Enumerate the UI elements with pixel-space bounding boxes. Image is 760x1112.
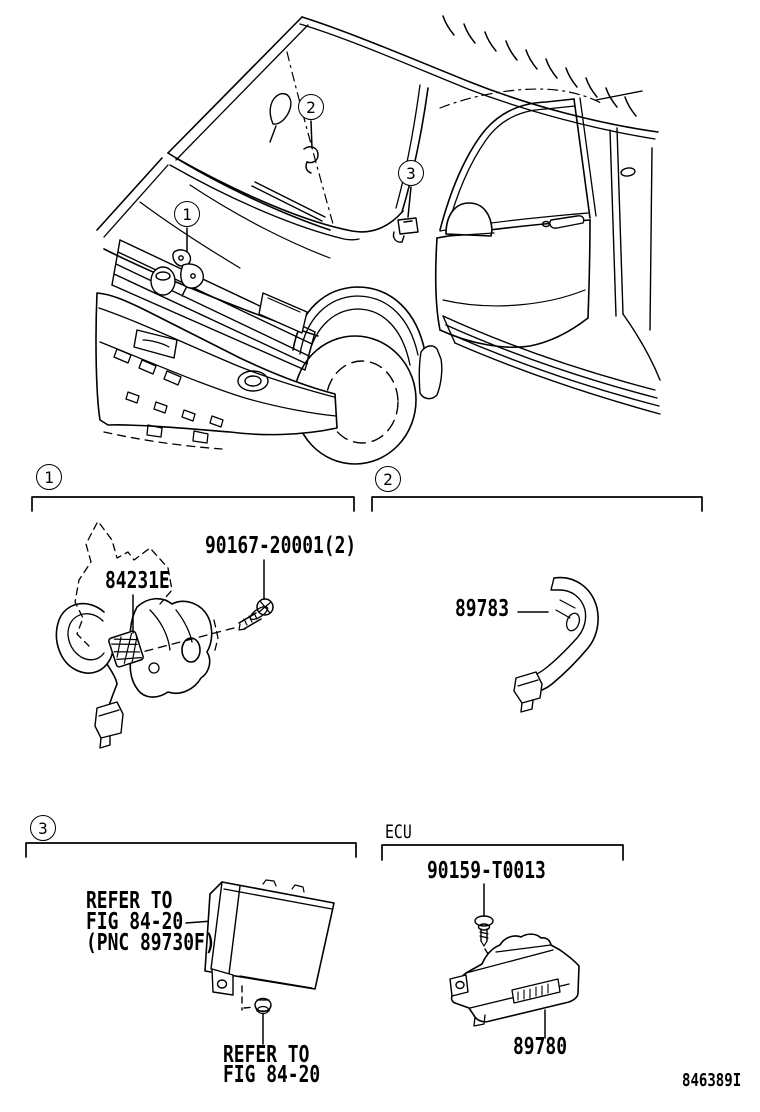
section-2-number: 2: [383, 469, 393, 489]
section-3-number: 3: [38, 818, 48, 838]
part-number-90159: 90159-T0013: [427, 858, 546, 884]
hood-lock-target: [173, 250, 203, 296]
callout-3-badge: [398, 160, 424, 186]
callout-2-number: 2: [306, 97, 316, 117]
callout-1-badge: [174, 201, 200, 227]
key-amplifier-drawing: [514, 578, 598, 712]
section-brackets: [26, 497, 702, 860]
roof: [300, 16, 658, 139]
callout-3-number: 3: [406, 163, 416, 183]
refer-note-top-line3: (PNC 89730F): [86, 930, 216, 956]
brand-emblem: [151, 267, 175, 295]
vehicle-illustration: [96, 16, 660, 464]
section-3-badge: [30, 815, 56, 841]
wiring-clip-target: [304, 147, 318, 173]
section-1-bracket: [32, 497, 354, 511]
fender-arch: [293, 287, 442, 399]
door-handle: [543, 216, 584, 228]
refer-note-top-line2: FIG 84-20: [86, 909, 184, 935]
doc-code: 846389I: [682, 1070, 742, 1091]
part-number-84231E: 84231E: [105, 568, 170, 594]
refer-note-bottom-line1: REFER TO: [223, 1042, 310, 1068]
courtesy-switch-body: [108, 630, 144, 667]
section-3-bracket: [26, 843, 356, 857]
windshield: [168, 17, 428, 240]
callout-1-number: 1: [182, 204, 192, 224]
nut-drawing: [255, 999, 271, 1014]
callout-leaders: [187, 121, 411, 252]
headlight: [259, 293, 307, 333]
refer-note-top-line1: REFER TO: [86, 888, 173, 914]
mud-flap: [419, 346, 441, 399]
immobiliser-module-drawing: [450, 884, 579, 1038]
callout-2-badge: [298, 94, 324, 120]
part-number-89783: 89783: [455, 596, 510, 622]
refer-note-bottom: [223, 1042, 321, 1088]
section-1-badge: [36, 464, 62, 490]
section-1-number: 1: [44, 467, 54, 487]
rocker-sill: [443, 316, 660, 414]
amplifier-foot: [514, 672, 542, 712]
cowl-bracket-target: [393, 218, 418, 242]
hood-switch-assembly-drawing: [56, 523, 218, 748]
part-number-89780: 89780: [513, 1034, 568, 1060]
module-mounting-tab: [450, 975, 468, 996]
callout-2-leader: [311, 121, 312, 148]
roof-hatch-marks: [443, 16, 636, 116]
refer-note-top: [86, 888, 216, 956]
part-number-90167: 90167-20001(2): [205, 533, 357, 559]
section-2-bracket: [372, 497, 702, 511]
section-2-badge: [375, 466, 401, 492]
switch-connector: [95, 702, 123, 748]
ecu-label: ECU: [385, 821, 412, 843]
refer-note-bottom-line2: FIG 84-20: [223, 1062, 321, 1088]
